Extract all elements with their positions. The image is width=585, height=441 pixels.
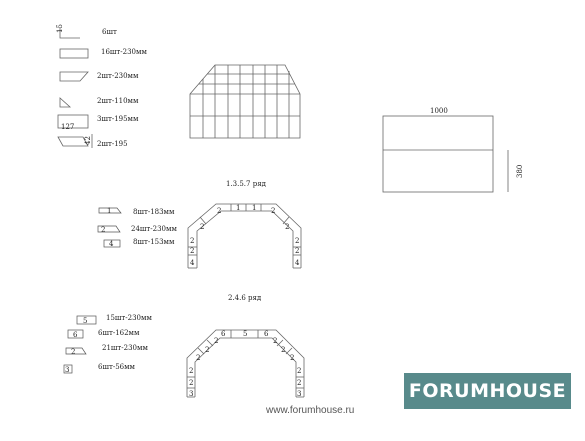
- even-top-2: 5: [243, 330, 248, 338]
- row-even-tag-6: 6: [73, 331, 78, 339]
- even-rc-2: 2: [297, 379, 302, 387]
- dim-15: 15: [56, 24, 64, 33]
- row-even-label-3: 21шт-230мм: [102, 344, 148, 352]
- even-rs-3: 2: [290, 354, 295, 362]
- legend-label-1: 6шт: [102, 28, 117, 36]
- legend-label-6: 2шт-195: [97, 140, 128, 148]
- site-url: www.forumhouse.ru: [266, 405, 355, 416]
- odd-lc-1: 2: [190, 237, 195, 245]
- row-odd-title: 1.3.5.7 ряд: [226, 180, 266, 188]
- even-top-3: 6: [264, 330, 269, 338]
- row-odd-arch: [188, 204, 301, 268]
- even-ls-1: 2: [196, 354, 201, 362]
- row-odd-tag-4: 4: [109, 240, 114, 248]
- logo-text: FORUMHOUSE: [408, 380, 567, 402]
- even-lc-3: 3: [189, 390, 194, 398]
- legend-label-2: 16шт-230мм: [101, 48, 147, 56]
- even-ls-2: 2: [205, 346, 210, 354]
- odd-rc-3: 4: [295, 259, 300, 267]
- row-odd-label-2: 24шт-230мм: [131, 225, 177, 233]
- even-rs-1: 2: [273, 337, 278, 345]
- row-even-label-4: 6шт-56мм: [98, 363, 135, 371]
- odd-rc-2: 2: [295, 247, 300, 255]
- legend-label-5: 3шт-195мм: [97, 115, 139, 123]
- odd-lc-2: 2: [190, 247, 195, 255]
- row-odd-legend: [98, 207, 177, 248]
- even-rc-1: 2: [297, 367, 302, 375]
- odd-ls-2: 2: [217, 207, 222, 215]
- odd-rs-2: 2: [285, 223, 290, 231]
- even-ls-3: 2: [214, 337, 219, 345]
- row-even-title: 2.4.6 ряд: [228, 294, 262, 302]
- legend-top-shapes: [56, 24, 92, 148]
- odd-top-1: 1: [236, 204, 241, 212]
- odd-rc-1: 2: [295, 237, 300, 245]
- piece-rect-shape: [60, 49, 88, 58]
- row-odd-tag-2: 2: [101, 226, 106, 234]
- even-rc-3: 3: [297, 390, 302, 398]
- even-lc-2: 2: [189, 379, 194, 387]
- row-even-tag-5: 5: [83, 317, 88, 325]
- row-even-label-2: 6шт-162мм: [98, 329, 140, 337]
- row-even-tag-3: 3: [65, 366, 70, 374]
- odd-top-2: 1: [252, 204, 257, 212]
- piece-small-bevel-shape: [60, 98, 70, 107]
- row-even-tag-2: 2: [71, 348, 76, 356]
- row-even-legend: [64, 314, 152, 374]
- legend-label-4: 2шт-110мм: [97, 97, 139, 105]
- piece-bevel-shape: [60, 72, 88, 81]
- odd-ls-1: 2: [200, 223, 205, 231]
- even-rs-2: 2: [281, 346, 286, 354]
- row-even-label-1: 15шт-230мм: [106, 314, 152, 322]
- row-even-arch: [187, 330, 304, 398]
- odd-lc-3: 4: [190, 259, 195, 267]
- dim-42: 42: [84, 136, 92, 145]
- forumhouse-logo: [404, 373, 571, 409]
- row-odd-label-3: 8шт-153мм: [133, 238, 175, 246]
- block-height-label: 380: [516, 164, 524, 178]
- block-width-label: 1000: [430, 107, 448, 115]
- odd-rs-1: 2: [271, 207, 276, 215]
- even-lc-1: 2: [189, 367, 194, 375]
- row-odd-tag-1: 1: [107, 207, 112, 215]
- legend-label-3: 2шт-230мм: [97, 72, 139, 80]
- row-odd-label-1: 8шт-183мм: [133, 208, 175, 216]
- block-drawing: [383, 107, 524, 192]
- dim-127: 127: [61, 123, 75, 131]
- even-top-1: 6: [221, 330, 226, 338]
- arch-frame-sketch: [190, 65, 300, 138]
